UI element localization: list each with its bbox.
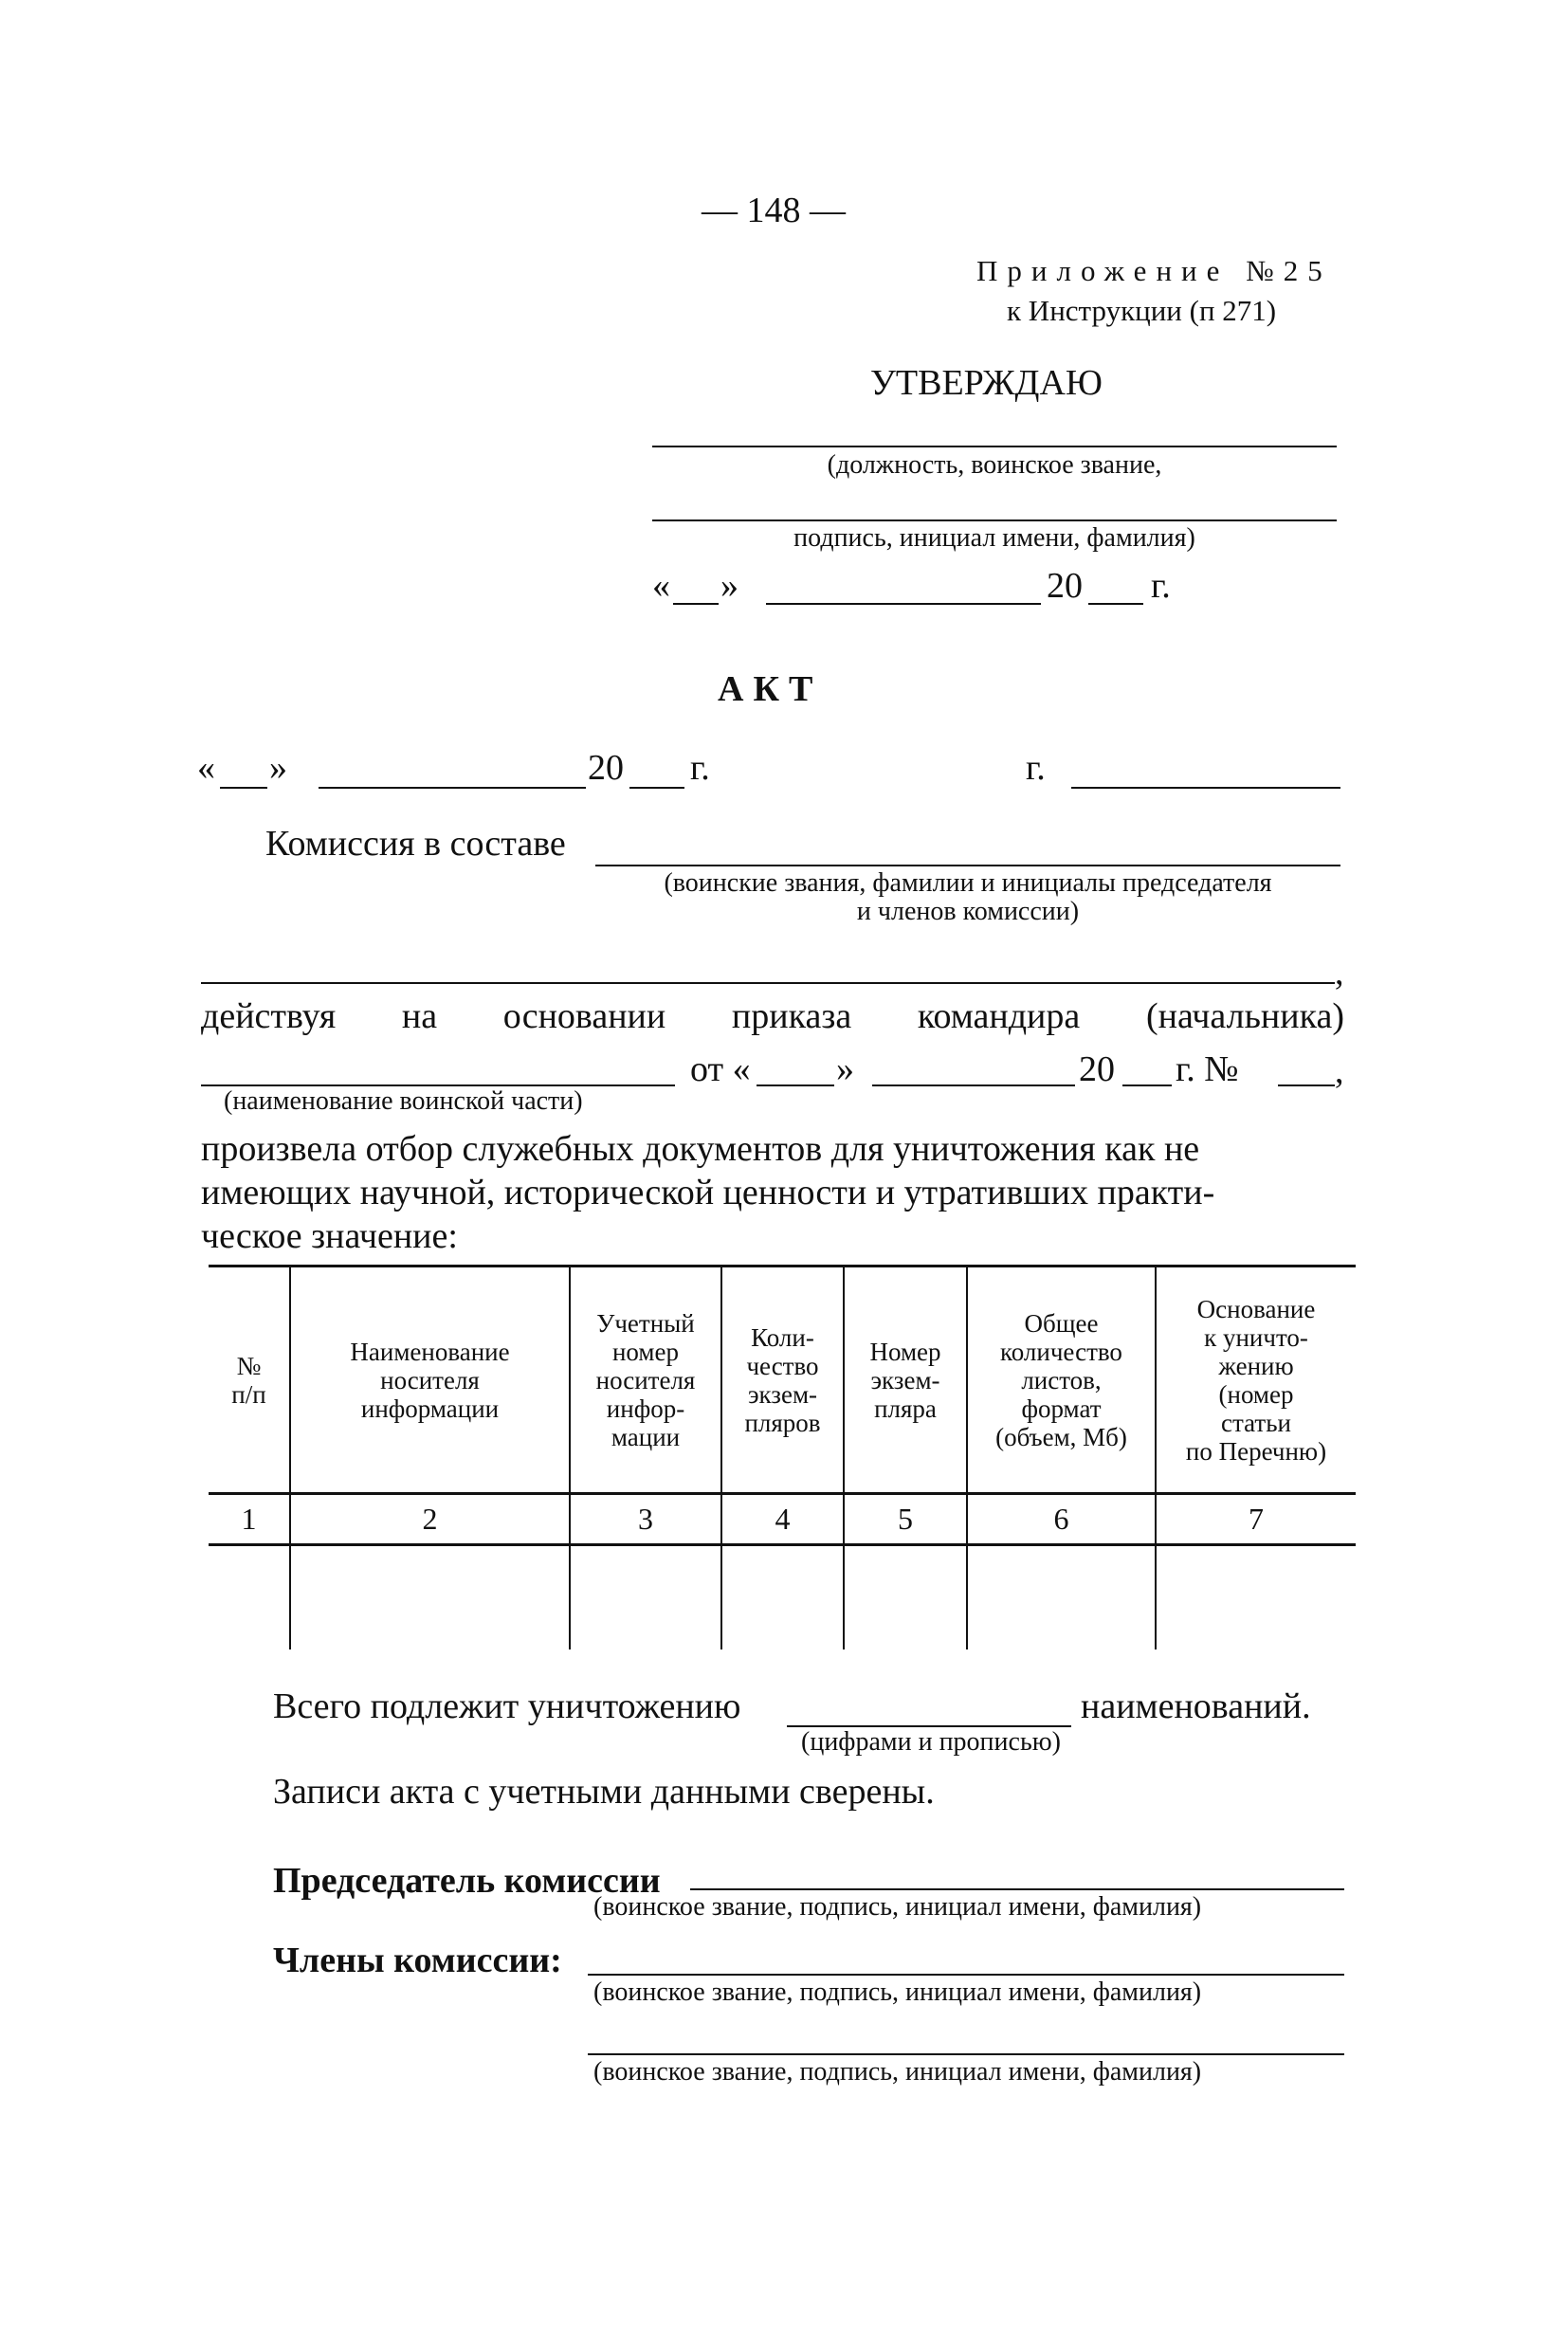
- header-line: носителя: [595, 1366, 696, 1394]
- member-2-caption: (воинское звание, подпись, инициал имени, фамилия): [593, 2057, 1202, 2087]
- act-date-open-quote: «: [197, 748, 215, 788]
- table-cell[interactable]: [209, 1547, 289, 1648]
- commission-members-field-continued[interactable]: [201, 982, 1335, 984]
- member-1-signature-field[interactable]: [588, 1974, 1344, 1976]
- header-line: экзем-: [870, 1366, 940, 1394]
- approval-date-day-field[interactable]: [673, 603, 719, 605]
- commission-caption-2: и членов комиссии): [856, 897, 1080, 926]
- table-number-row-bottom-border: [209, 1543, 1356, 1546]
- approval-date-year: 20: [1047, 566, 1083, 606]
- act-date-suffix: г.: [690, 748, 710, 788]
- header-line: мации: [611, 1423, 681, 1451]
- header-line: (номер: [1218, 1380, 1294, 1409]
- header-line: инфор-: [606, 1394, 685, 1423]
- table-header-cell: [722, 1270, 843, 1490]
- header-line: носителя: [380, 1366, 480, 1394]
- verified-text: Записи акта с учетными данными сверены.: [273, 1772, 935, 1812]
- header-line: информации: [360, 1394, 500, 1423]
- table-column-number: 7: [1249, 1502, 1264, 1536]
- order-word: командира: [917, 996, 1081, 1036]
- table-top-border: [209, 1265, 1356, 1267]
- approval-date-year-field[interactable]: [1088, 603, 1143, 605]
- header-line: Общее: [1024, 1309, 1099, 1338]
- table-column-number: 2: [422, 1502, 438, 1536]
- act-date-year-field[interactable]: [629, 787, 684, 789]
- order-word: основании: [502, 996, 666, 1036]
- header-line: пляров: [744, 1409, 821, 1437]
- commission-caption-1: (воинские звания, фамилии и инициалы председателя: [664, 868, 1272, 898]
- header-line: к уничто-: [1204, 1323, 1308, 1352]
- header-line: номер: [611, 1338, 679, 1366]
- order-date-close-quote: »: [836, 1049, 854, 1089]
- appendix-subtitle: к Инструкции (п 271): [1007, 294, 1277, 327]
- act-date-year: 20: [588, 748, 624, 788]
- header-line: Номер: [869, 1338, 941, 1366]
- header-line: Наименование: [350, 1338, 510, 1366]
- order-trailing-comma: ,: [1335, 1051, 1344, 1091]
- body-text-line-1: произвела отбор служебных документов для уничтожения как не: [201, 1129, 1200, 1169]
- approval-position-line[interactable]: [652, 446, 1337, 447]
- order-date-year: 20: [1079, 1049, 1115, 1089]
- table-header-cell: [968, 1270, 1155, 1490]
- approval-heading: УТВЕРЖДАЮ: [870, 363, 1103, 403]
- body-text-line-3: ческое значение:: [201, 1216, 458, 1256]
- order-number-label: г. №: [1176, 1049, 1239, 1089]
- table-column-number: 4: [775, 1502, 791, 1536]
- order-word: (начальника): [1145, 996, 1344, 1036]
- table-cell[interactable]: [291, 1547, 569, 1648]
- header-line: Коли-: [751, 1323, 814, 1352]
- header-line: количество: [1000, 1338, 1122, 1366]
- table-column-number: 3: [638, 1502, 653, 1536]
- table-cell[interactable]: [1157, 1547, 1356, 1648]
- header-line: пляра: [874, 1394, 937, 1423]
- table-column-number: 6: [1053, 1502, 1069, 1536]
- header-line: п/п: [231, 1380, 266, 1409]
- body-text-line-2: имеющих научной, исторической ценности и утративших практи-: [201, 1173, 1215, 1212]
- act-city-prefix: г.: [1026, 748, 1046, 788]
- order-sentence: [201, 995, 1344, 1037]
- page-number: — 148 —: [702, 191, 846, 230]
- table-header-cell: [845, 1270, 966, 1490]
- order-word: приказа: [731, 996, 852, 1036]
- header-line: Учетный: [596, 1309, 695, 1338]
- approval-caption-2: подпись, инициал имени, фамилия): [793, 523, 1195, 553]
- table-cell[interactable]: [571, 1547, 720, 1648]
- table-cell[interactable]: [968, 1547, 1155, 1648]
- order-date-month-field[interactable]: [872, 1084, 1075, 1086]
- header-line: экзем-: [747, 1380, 818, 1409]
- order-date-day-field[interactable]: [757, 1084, 834, 1086]
- chairman-signature-field[interactable]: [690, 1888, 1344, 1890]
- act-date-month-field[interactable]: [319, 787, 586, 789]
- total-label: Всего подлежит уничтожению: [273, 1686, 741, 1726]
- order-number-field[interactable]: [1278, 1084, 1335, 1086]
- act-date-day-field[interactable]: [220, 787, 267, 789]
- approval-date-month-field[interactable]: [766, 603, 1041, 605]
- total-suffix: наименований.: [1081, 1686, 1311, 1726]
- approval-caption-1: (должность, воинское звание,: [827, 450, 1162, 480]
- chairman-label: Председатель комиссии: [273, 1861, 661, 1901]
- approval-signature-line[interactable]: [652, 519, 1337, 521]
- order-word: действуя: [201, 996, 337, 1036]
- table-column-number: 5: [898, 1502, 913, 1536]
- appendix-title: Приложение №25: [976, 254, 1332, 287]
- commission-trailing-comma: ,: [1335, 953, 1344, 993]
- table-header-bottom-border: [209, 1492, 1356, 1495]
- table-column-number: 1: [241, 1502, 257, 1536]
- member-1-caption: (воинское звание, подпись, инициал имени, фамилия): [593, 1977, 1202, 2007]
- table-header-cell: [291, 1270, 569, 1490]
- approval-date-suffix: г.: [1151, 566, 1171, 606]
- order-from-label: от «: [690, 1049, 751, 1089]
- header-line: по Перечню): [1185, 1437, 1327, 1466]
- header-line: формат: [1021, 1394, 1102, 1423]
- approval-date-open-quote: «: [652, 566, 670, 606]
- header-line: (объем, Мб): [995, 1423, 1127, 1451]
- act-title: АКТ: [718, 669, 823, 709]
- military-unit-caption: (наименование воинской части): [224, 1086, 583, 1116]
- order-date-year-field[interactable]: [1122, 1084, 1172, 1086]
- table-header-cell: [209, 1270, 289, 1490]
- header-line: Основание: [1196, 1295, 1316, 1323]
- member-2-signature-field[interactable]: [588, 2053, 1344, 2055]
- act-city-field[interactable]: [1071, 787, 1340, 789]
- header-line: чество: [746, 1352, 819, 1380]
- header-line: статьи: [1221, 1409, 1291, 1437]
- total-caption: (цифрами и прописью): [801, 1727, 1061, 1757]
- chairman-caption: (воинское звание, подпись, инициал имени, фамилия): [593, 1892, 1202, 1922]
- act-date-close-quote: »: [269, 748, 287, 788]
- table-cell[interactable]: [722, 1547, 843, 1648]
- table-header-cell: [1157, 1270, 1356, 1490]
- order-word: на: [401, 996, 438, 1036]
- members-label: Члены комиссии:: [273, 1941, 562, 1980]
- commission-label: Комиссия в составе: [265, 824, 566, 864]
- header-line: №: [236, 1352, 262, 1380]
- approval-date-close-quote: »: [720, 566, 738, 606]
- header-line: жению: [1218, 1352, 1294, 1380]
- header-line: листов,: [1021, 1366, 1102, 1394]
- table-cell[interactable]: [845, 1547, 966, 1648]
- table-header-cell: [571, 1270, 720, 1490]
- commission-members-field[interactable]: [595, 865, 1340, 866]
